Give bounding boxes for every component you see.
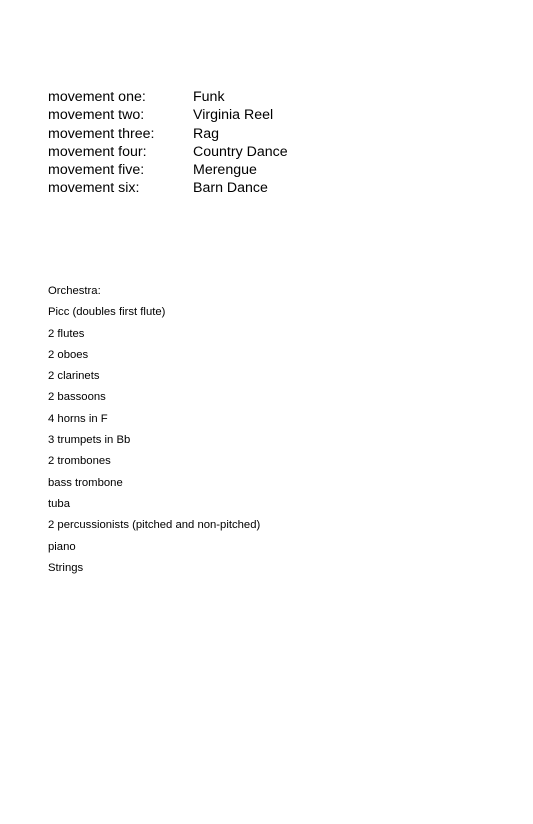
instrument-item: tuba — [48, 497, 70, 510]
movement-title: Funk — [193, 89, 225, 105]
instrument-item: 2 clarinets — [48, 370, 100, 383]
instrument-item: 2 bassoons — [48, 391, 106, 404]
movement-row — [48, 161, 488, 179]
movement-title: Country Dance — [193, 143, 288, 160]
instrument-item: bass trombone — [48, 476, 123, 489]
movement-row — [48, 179, 488, 197]
movement-title: Barn Dance — [193, 180, 268, 197]
orchestra-heading: Orchestra: — [48, 285, 101, 297]
instrument-item: Picc (doubles first flute) — [48, 306, 166, 319]
movement-row — [48, 125, 488, 143]
instrument-item: 2 oboes — [48, 348, 89, 361]
movement-row — [48, 106, 488, 124]
movement-title: Merengue — [193, 162, 257, 179]
movement-label: movement five: — [48, 162, 145, 179]
orchestra-section — [48, 281, 488, 579]
instrument-item: 2 percussionists (pitched and non-pitched) — [48, 519, 261, 532]
movement-row — [48, 88, 488, 106]
movement-label: movement one: — [48, 89, 146, 105]
movement-label: movement two: — [48, 107, 145, 124]
movement-label: movement three: — [48, 125, 155, 142]
movement-title: Virginia Reel — [193, 107, 274, 124]
instrument-item: Strings — [48, 561, 84, 574]
movement-label: movement six: — [48, 180, 140, 197]
instrument-item: 3 trumpets in Bb — [48, 434, 131, 447]
movement-row — [48, 143, 488, 161]
movement-label: movement four: — [48, 143, 147, 160]
instrument-item: 2 trombones — [48, 455, 111, 468]
instrument-item: piano — [48, 540, 76, 553]
instrument-item: 2 flutes — [48, 327, 85, 340]
movement-title: Rag — [193, 125, 220, 142]
instrument-item: 4 horns in F — [48, 412, 108, 425]
movement-list — [48, 88, 488, 198]
